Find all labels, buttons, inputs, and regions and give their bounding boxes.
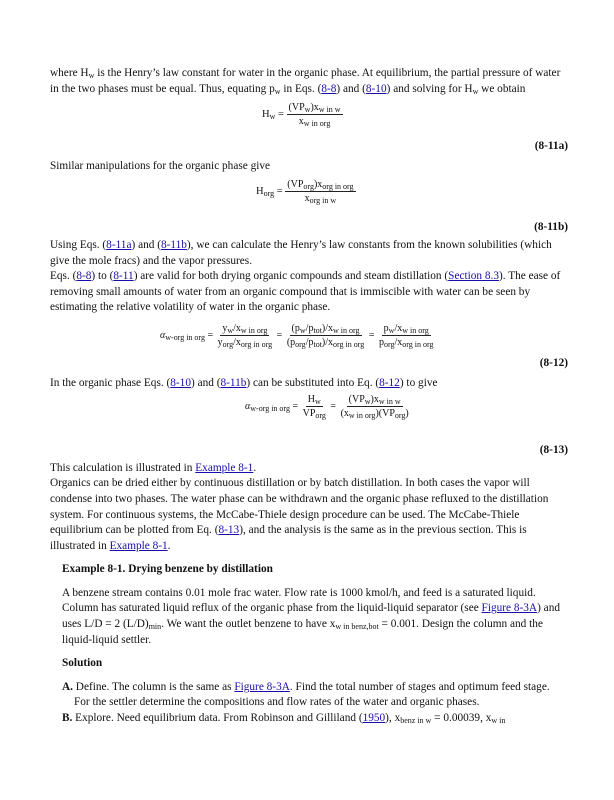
fraction	[285, 178, 355, 205]
equation-8-11b	[50, 174, 568, 208]
eq-link-8-11a[interactable]: 8-11a	[106, 238, 132, 251]
figure-link-8-3a[interactable]: Figure 8-3A	[481, 602, 538, 615]
denominator: $x_{org in w}$	[304, 193, 337, 206]
subscript: w	[88, 71, 95, 80]
paragraph-substitution: In the organic phase Eqs. (8-10) and (8-11b) can be substituted into Eq. (8-12) to give	[50, 376, 438, 389]
equation-number: (8-12)	[539, 356, 568, 369]
fraction: $\frac{(VP_w)x_{w in w}}{(x_{w in org})(VP_{org})}$	[340, 394, 409, 421]
equation-body: $H_{org}$ = $\frac{(VP_{org})x_{org in org}}{x_{org in w}}$	[256, 179, 354, 206]
eq-link-8-11[interactable]: 8-11	[113, 270, 134, 283]
equation-number: (8-11b)	[534, 221, 568, 234]
text: ) and (	[336, 82, 366, 95]
equation-8-12	[50, 316, 568, 352]
text: in Eqs. (	[280, 82, 322, 95]
example-link-8-1[interactable]: Example 8-1	[109, 539, 168, 552]
fraction: $\frac{(p_w/p_{tot})/x_{w in org}}{(p_{org}/p_{tot})/x_{org in org}}$	[286, 322, 365, 349]
eq-symbol: H	[262, 109, 270, 121]
paragraph-henry-constants: Using Eqs. (8-11a) and (8-11b), we can calculate the Henry’s law constants from the known solubilities (which give the mole fracs) and the vapor pressures.	[50, 238, 552, 267]
text: ) and solving for H	[386, 82, 473, 95]
eq-link-8-8[interactable]: 8-8	[76, 270, 92, 283]
fraction: $\frac{H_w}{VP_{org}}$	[302, 394, 326, 421]
step-a: A. Define. The column is the same as Figure 8-3A. Find the total number of stages and optimum feed stage. For the settler determine the compositions and flow rates of the water and organic phases.	[62, 680, 550, 709]
equals-sign: =	[275, 109, 287, 121]
equation-body: $\alpha_{w-org in org}$ = $\frac{y_w/x_{w in org}}{y_{org}/x_{org in org}}$ = $\frac{(p_w/p_{tot})/x_{w in org}}{(p_{org}/p_{tot})/x_{org in org}}$ = $\frac{p_w/x_{w in org}}{p_{org}/x_{org in org}}$	[160, 322, 434, 349]
subscript: w	[269, 112, 276, 122]
subscript: w	[472, 86, 479, 96]
paragraph-validity: Eqs. (8-8) to (8-11) are valid for both drying organic compounds and steam distillation (Section 8.3). The ease of removing small amounts of water from an organic compound that is immiscible with water can be seen by estimating the relative volatility of water in the organic phase.	[50, 270, 561, 314]
fraction: $\frac{p_w/x_{w in org}}{p_{org}/x_{org in org}}$	[378, 322, 434, 349]
eq-link-8-10[interactable]: 8-10	[170, 376, 191, 389]
equation-body	[262, 101, 343, 128]
step-b: B. Explore. Need equilibrium data. From Robinson and Gilliland (1950), $x_{benz in w} = 0.00039$, $x_{w in}$	[62, 712, 506, 726]
equation-number: (8-11a)	[534, 140, 568, 153]
paragraph-drying-methods: Organics can be dried either by continuous distillation or by batch distillation. In both cases the vapor will condense into two phases. The water phase can be withdrawn and the organic phase refluxed to the distillation system. For continuous systems, the McCabe-Thiele design procedure can be used. The McCabe-Thiele equilibrium can be plotted from Eq. (8-13), and the analysis is the same as in the previous section. This is illustrated in Example 8-1.	[50, 477, 549, 552]
equation-8-11a	[50, 97, 568, 127]
example-statement: A benzene stream contains 0.01 mole frac water. Flow rate is 1000 kmol/h, and feed is a saturated liquid. Column has saturated liquid reflux of the organic phase from the liquid-liquid separator (see Figure 8-3A) and uses L/D = 2 $(L/D)_{min}$. We want the outlet benzene to have $x_{w in benz,bot} = 0.001$. Design the column and the liquid-liquid settler.	[62, 586, 560, 646]
paragraph-illustrated: This calculation is illustrated in Example 8-1.	[50, 461, 257, 474]
example-title: Example 8-1. Drying benzene by distillation	[62, 563, 273, 576]
section-link-8-3[interactable]: Section 8.3	[448, 270, 499, 283]
numerator: $(VP_w)x_{w in w}$	[288, 102, 341, 115]
paragraph-henry-intro	[50, 66, 568, 97]
solution-heading: Solution	[62, 657, 103, 670]
document-page	[50, 66, 568, 727]
equation-number: (8-13)	[539, 444, 568, 457]
paragraph-organic-phase: Similar manipulations for the organic phase give	[50, 159, 271, 172]
fraction	[287, 101, 343, 128]
eq-link-8-11b[interactable]: 8-11b	[160, 238, 187, 251]
eq-link-8-13[interactable]: 8-13	[218, 524, 240, 537]
subscript: w	[274, 86, 281, 96]
eq-link-8-12[interactable]: 8-12	[379, 376, 400, 389]
denominator: $x_{w in org}$	[298, 116, 331, 129]
example-link-8-1[interactable]: Example 8-1	[195, 461, 254, 474]
equation-8-13	[50, 391, 568, 427]
eq-link-8-11b[interactable]: 8-11b	[220, 376, 247, 389]
eq-link-8-8[interactable]: 8-8	[321, 82, 337, 95]
figure-link-8-3a[interactable]: Figure 8-3A	[234, 680, 290, 693]
eq-link-8-10[interactable]: 8-10	[365, 82, 387, 95]
numerator: $(VP_{org})x_{org in org}$	[287, 179, 354, 192]
fraction: $\frac{y_w/x_{w in org}}{y_{org}/x_{org in org}}$	[217, 322, 273, 349]
reference-link-1950[interactable]: 1950	[362, 712, 386, 725]
text: we obtain	[478, 82, 526, 95]
text: is the Henry’s law constant for water in the organic phase. At equilibrium, the partial pressure of water in the two phases must be equal. Thus, equating p	[50, 67, 561, 95]
equation-body: $\alpha_{w-org in org}$ = $\frac{H_w}{VP_{org}}$ = $\frac{(VP_w)x_{w in w}}{(x_{w in org})(VP_{org})}$	[245, 394, 409, 421]
text: where H	[50, 67, 89, 79]
example-box	[62, 554, 568, 726]
